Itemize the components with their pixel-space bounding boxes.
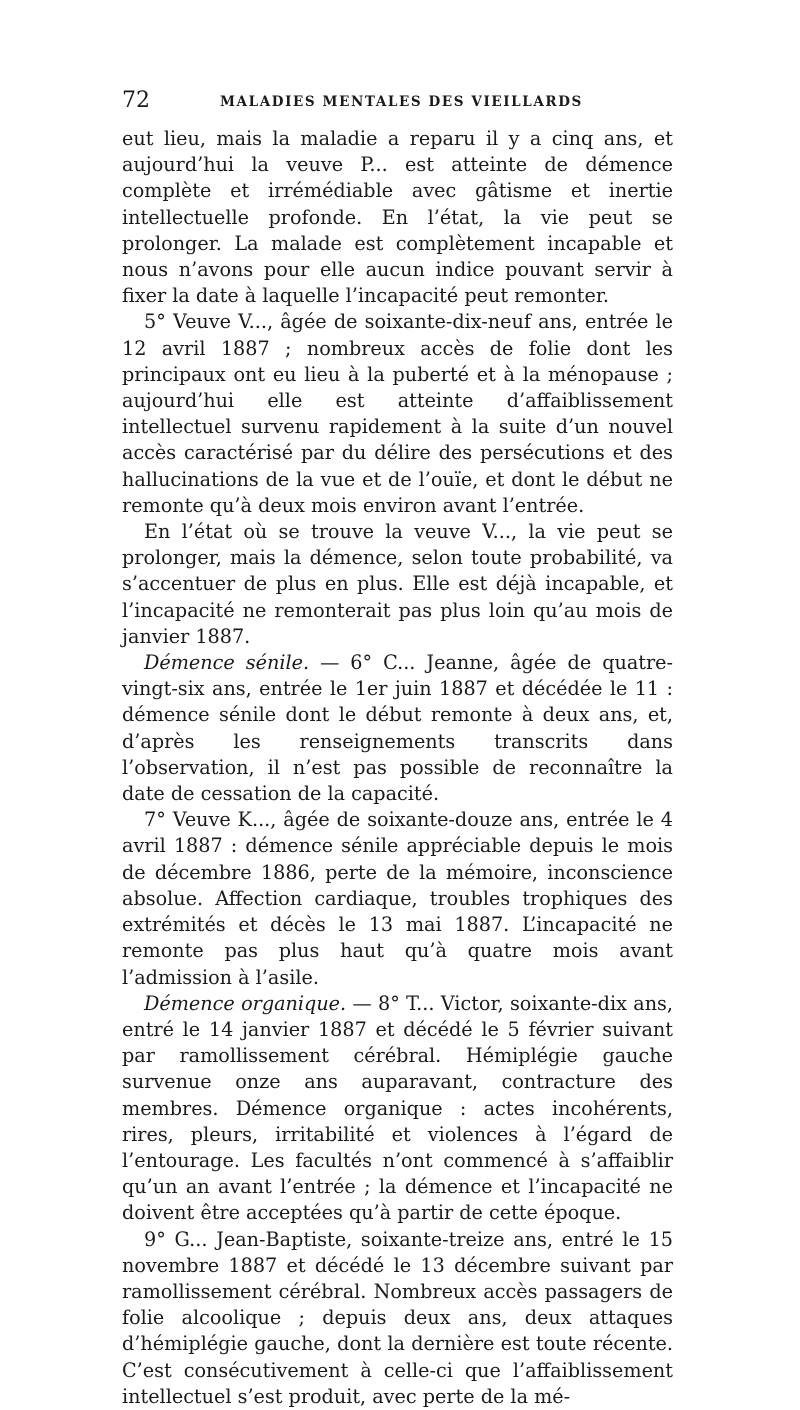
paragraph-1: eut lieu, mais la maladie a reparu il y a cinq ans, et aujourd’hui la veuve P... est atteinte de démence complète et irrémédiable avec gâtisme et inertie intellectuelle profonde. En l’état, la vie peut se prolonger. La malade est complètement incapable et nous n’avons pour elle aucun indice pouvant servir à fixer la date à laquelle l’incapacité peut remonter. [122, 127, 673, 308]
section-heading-senile: Démence sénile. [144, 651, 310, 675]
paragraph-6: Démence organique. — 8° T... Victor, soixante-dix ans, entré le 14 janvier 1887 et décédé le 5 février suivant par ramollissement cérébral. Hémiplégie gauche survenue onze ans auparavant, contracture des membres. Démence organique : actes incohérents, rires, pleurs, irritabilité et violences à l’égard de l’entourage. Les facultés n’ont commencé à s’affaiblir qu’un an avant l’entrée ; la démence et l’incapacité ne doivent être acceptées qu’à partir de cette époque. [122, 991, 673, 1225]
running-title: MALADIES MENTALES DES VIEILLARDS [220, 94, 583, 110]
paragraph-7: 9° G... Jean-Baptiste, soixante-treize ans, entré le 15 novembre 1887 et décédé le 13 décembre suivant par ramollissement cérébral. Nombreux accès passagers de folie alcoolique ; depuis deux ans, deux attaques d’hémiplégie gauche, dont la dernière est toute récente. C’est consécutivement à celle-ci que l’affaiblissement intellectuel s’est produit, avec perte de la mé- [122, 1227, 673, 1408]
page-header [122, 88, 678, 118]
page-number: 72 [122, 88, 150, 113]
page-body [122, 126, 673, 1410]
paragraph-5: 7° Veuve K..., âgée de soixante-douze ans, entrée le 4 avril 1887 : démence sénile appréciable depuis le mois de décembre 1886, perte de la mémoire, inconscience absolue. Affection cardiaque, troubles trophiques des extrémités et décès le 13 mai 1887. L’incapacité ne remonte pas plus haut qu’à quatre mois avant l’admission à l’asile. [122, 808, 673, 989]
paragraph-3: En l’état où se trouve la veuve V..., la vie peut se prolonger, mais la démence, selon toute probabilité, va s’accentuer de plus en plus. Elle est déjà incapable, et l’incapacité ne remonterait pas plus loin qu’au mois de janvier 1887. [122, 520, 673, 648]
paragraph-4: Démence sénile. — 6° C... Jeanne, âgée de quatre-vingt-six ans, entrée le 1er juin 1887 et décédée le 11 : démence sénile dont le début remonte à deux ans, et, d’après les renseignements transcrits dans l’observation, il n’est pas possible de reconnaître la date de cessation de la capacité. [122, 651, 673, 806]
section-heading-organique: Démence organique. [144, 991, 347, 1015]
paragraph-2: 5° Veuve V..., âgée de soixante-dix-neuf ans, entrée le 12 avril 1887 ; nombreux accès de folie dont les principaux ont eu lieu à la puberté et à la ménopause ; aujourd’hui elle est atteinte d’affaiblissement intellectuel survenu rapidement à la suite d’un nouvel accès caractérisé par du délire des persécutions et des hallucinations de la vue et de l’ouïe, et dont le début ne remonte qu’à deux mois environ avant l’entrée. [122, 310, 673, 517]
